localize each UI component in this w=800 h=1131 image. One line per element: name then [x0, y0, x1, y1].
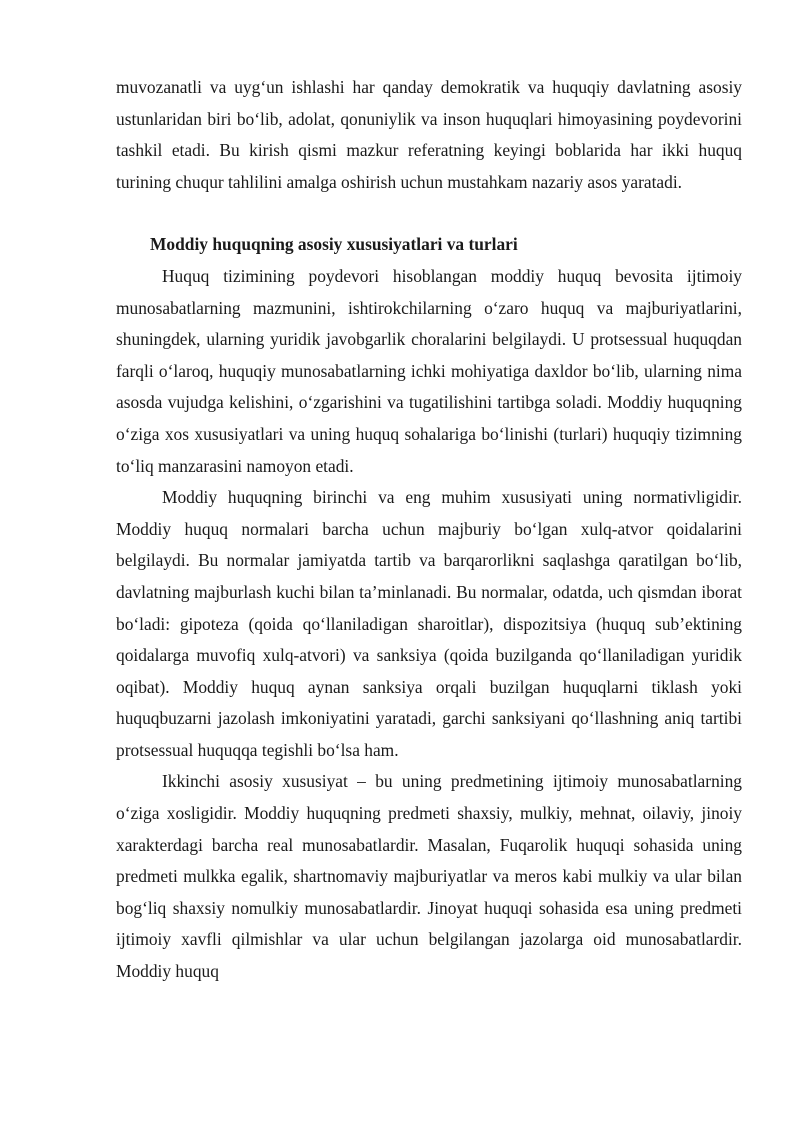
section-gap: [116, 198, 742, 229]
body-paragraph-3: Ikkinchi asosiy xususiyat – bu uning predmetining ijtimoiy munosabatlarning o‘ziga xosligidir. Moddiy huquqning predmeti shaxsiy, mulkiy, mehnat, oilaviy, jinoiy xarakterdagi barcha real munosabatlardir. Masalan, Fuqarolik huquqi sohasida uning predmeti mulkka egalik, shartnomaviy majburiyatlar va meros kabi mulkiy va ular bilan bog‘liq shaxsiy nomulkiy munosabatlardir. Jinoyat huquqi sohasida esa uning predmeti ijtimoiy xavfli qilmishlar va ular uchun belgilangan jazolarga oid munosabatlardir. Moddiy huquq: [116, 771, 742, 982]
intro-paragraph: muvozanatli va uyg‘un ishlashi har qanday demokratik va huquqiy davlatning asosiy ustunlaridan biri bo‘lib, adolat, qonuniylik va inson huquqlari himoyasining poydevorini tashkil etadi. Bu kirish qismi mazkur referatning keyingi boblarida har ikki huquq turining chuqur tahlilini amalga oshirish uchun mustahkam nazariy asos yaratadi.: [116, 77, 742, 192]
body-paragraph-1: Huquq tizimining poydevori hisoblangan moddiy huquq bevosita ijtimoiy munosabatlarning mazmunini, ishtirokchilarning o‘zaro huquq va majburiyatlarini, shuningdek, ularning yuridik javobgarlik choralarini belgilaydi. U protsessual huquqdan farqli o‘laroq, huquqiy munosabatlarning ichki mohiyatiga daxldor bo‘lib, ularning nima asosda vujudga kelishini, o‘zgarishini va tugatilishini tartibga soladi. Moddiy huquqning o‘ziga xos xususiyatlari va uning huquq sohalariga bo‘linishi (turlari) huquqiy tizimning to‘liq manzarasini namoyon etadi.: [116, 265, 742, 476]
section-heading: Moddiy huquqning asosiy xususiyatlari va turlari: [150, 234, 518, 255]
body-paragraph-2: Moddiy huquqning birinchi va eng muhim xususiyati uning normativligidir. Moddiy huquq normalari barcha uchun majburiy bo‘lgan xulq-atvor qoidalarini belgilaydi. Bu normalar jamiyatda tartib va barqarorlikni saqlashga qaratilgan bo‘lib, davlatning majburlash kuchi bilan ta’minlanadi. Bu normalar, odatda, uch qismdan iborat bo‘ladi: gipoteza (qoida qo‘llaniladigan sharoitlar), dispozitsiya (huquq sub’ektining qoidalarga muvofiq xulq-atvori) va sanksiya (qoida buzilganda qo‘llaniladigan yuridik oqibat). Moddiy huquq aynan sanksiya orqali buzilgan huquqlarni tiklash yoki huquqbuzarni jazolash imkoniyatini yaratadi, garchi sanksiyani qo‘llashning aniq tartibi protsessual huquqqa tegishli bo‘lsa ham.: [116, 487, 742, 760]
document-page: [116, 72, 742, 988]
